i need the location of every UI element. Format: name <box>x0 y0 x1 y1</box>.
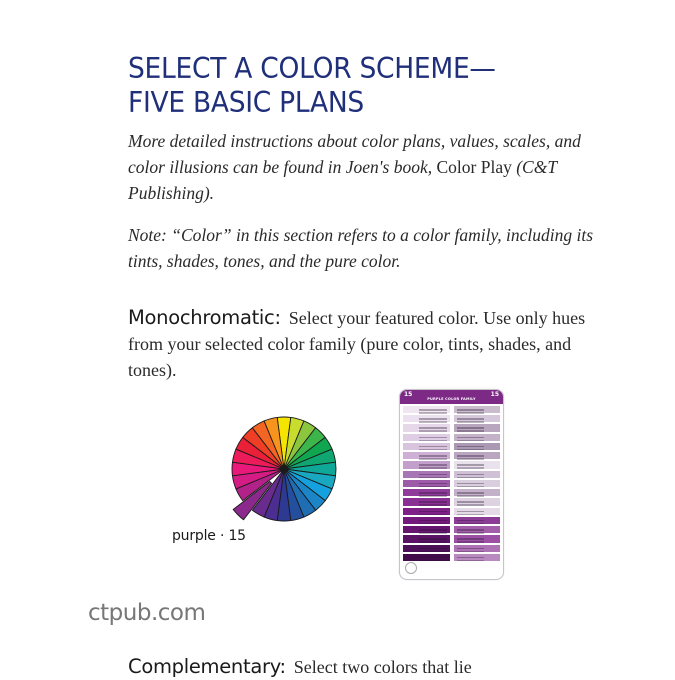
purple-color-card <box>399 389 504 580</box>
color-swatch <box>403 406 450 413</box>
intro-paragraph <box>128 128 588 206</box>
title-line-2: FIVE BASIC PLANS <box>128 86 364 119</box>
watermark: ctpub.com <box>88 600 206 626</box>
swatch-column-right <box>454 406 501 561</box>
monochromatic-text: Select your featured color. Use only hues from your selected color family (pure color, tints, shades, and tones). <box>128 308 586 380</box>
color-swatch <box>403 434 450 441</box>
color-swatch <box>454 489 501 496</box>
color-swatch <box>403 517 450 524</box>
color-swatch <box>454 406 501 413</box>
color-swatch <box>403 443 450 450</box>
swatch-column-left <box>403 406 450 561</box>
color-wheel <box>220 405 360 545</box>
page-title <box>128 52 565 120</box>
color-swatch <box>454 508 501 515</box>
wheel-label: purple · 15 <box>172 528 246 544</box>
color-swatch <box>403 545 450 552</box>
color-swatch <box>403 498 450 505</box>
color-swatch <box>403 526 450 533</box>
color-swatch <box>454 498 501 505</box>
card-title: PURPLE COLOR FAMILY <box>427 397 476 401</box>
color-swatch <box>403 424 450 431</box>
color-swatch <box>454 480 501 487</box>
color-swatch <box>454 434 501 441</box>
color-swatch <box>454 452 501 459</box>
color-swatch <box>454 517 501 524</box>
color-swatch <box>454 554 501 561</box>
color-swatch <box>454 424 501 431</box>
color-swatch <box>403 508 450 515</box>
color-swatch <box>454 461 501 468</box>
wheel-center <box>280 465 288 473</box>
card-number-right: 15 <box>490 391 499 398</box>
card-swatches <box>403 406 500 561</box>
complementary-section <box>128 654 598 680</box>
color-swatch <box>403 554 450 561</box>
card-number-left: 15 <box>404 391 413 398</box>
color-swatch <box>403 415 450 422</box>
color-swatch <box>403 471 450 478</box>
color-swatch <box>403 461 450 468</box>
plan-name-complementary: Complementary: <box>128 655 286 678</box>
color-swatch <box>403 452 450 459</box>
color-swatch <box>454 471 501 478</box>
color-swatch <box>454 545 501 552</box>
color-swatch <box>454 443 501 450</box>
color-swatch <box>454 535 501 542</box>
card-header <box>400 390 503 404</box>
color-swatch <box>403 489 450 496</box>
book-title: Color Play <box>436 157 512 177</box>
card-hole-icon <box>405 562 417 574</box>
plan-name-monochromatic: Monochromatic: <box>128 306 281 329</box>
color-swatch <box>454 526 501 533</box>
intro-publisher: (C&T Publishing). <box>128 157 557 203</box>
color-swatch <box>454 415 501 422</box>
title-line-1: SELECT A COLOR SCHEME— <box>128 52 496 85</box>
monochromatic-section <box>128 305 598 383</box>
color-swatch <box>403 480 450 487</box>
intro-text: More detailed instructions about color plans, values, scales, and color illusions can be found in Joen's book, <box>128 131 581 177</box>
complementary-text: Select two colors that lie <box>293 657 472 677</box>
note-paragraph: Note: “Color” in this section refers to a color family, including its tints, shades, tones, and the pure color. <box>128 225 594 271</box>
color-swatch <box>403 535 450 542</box>
